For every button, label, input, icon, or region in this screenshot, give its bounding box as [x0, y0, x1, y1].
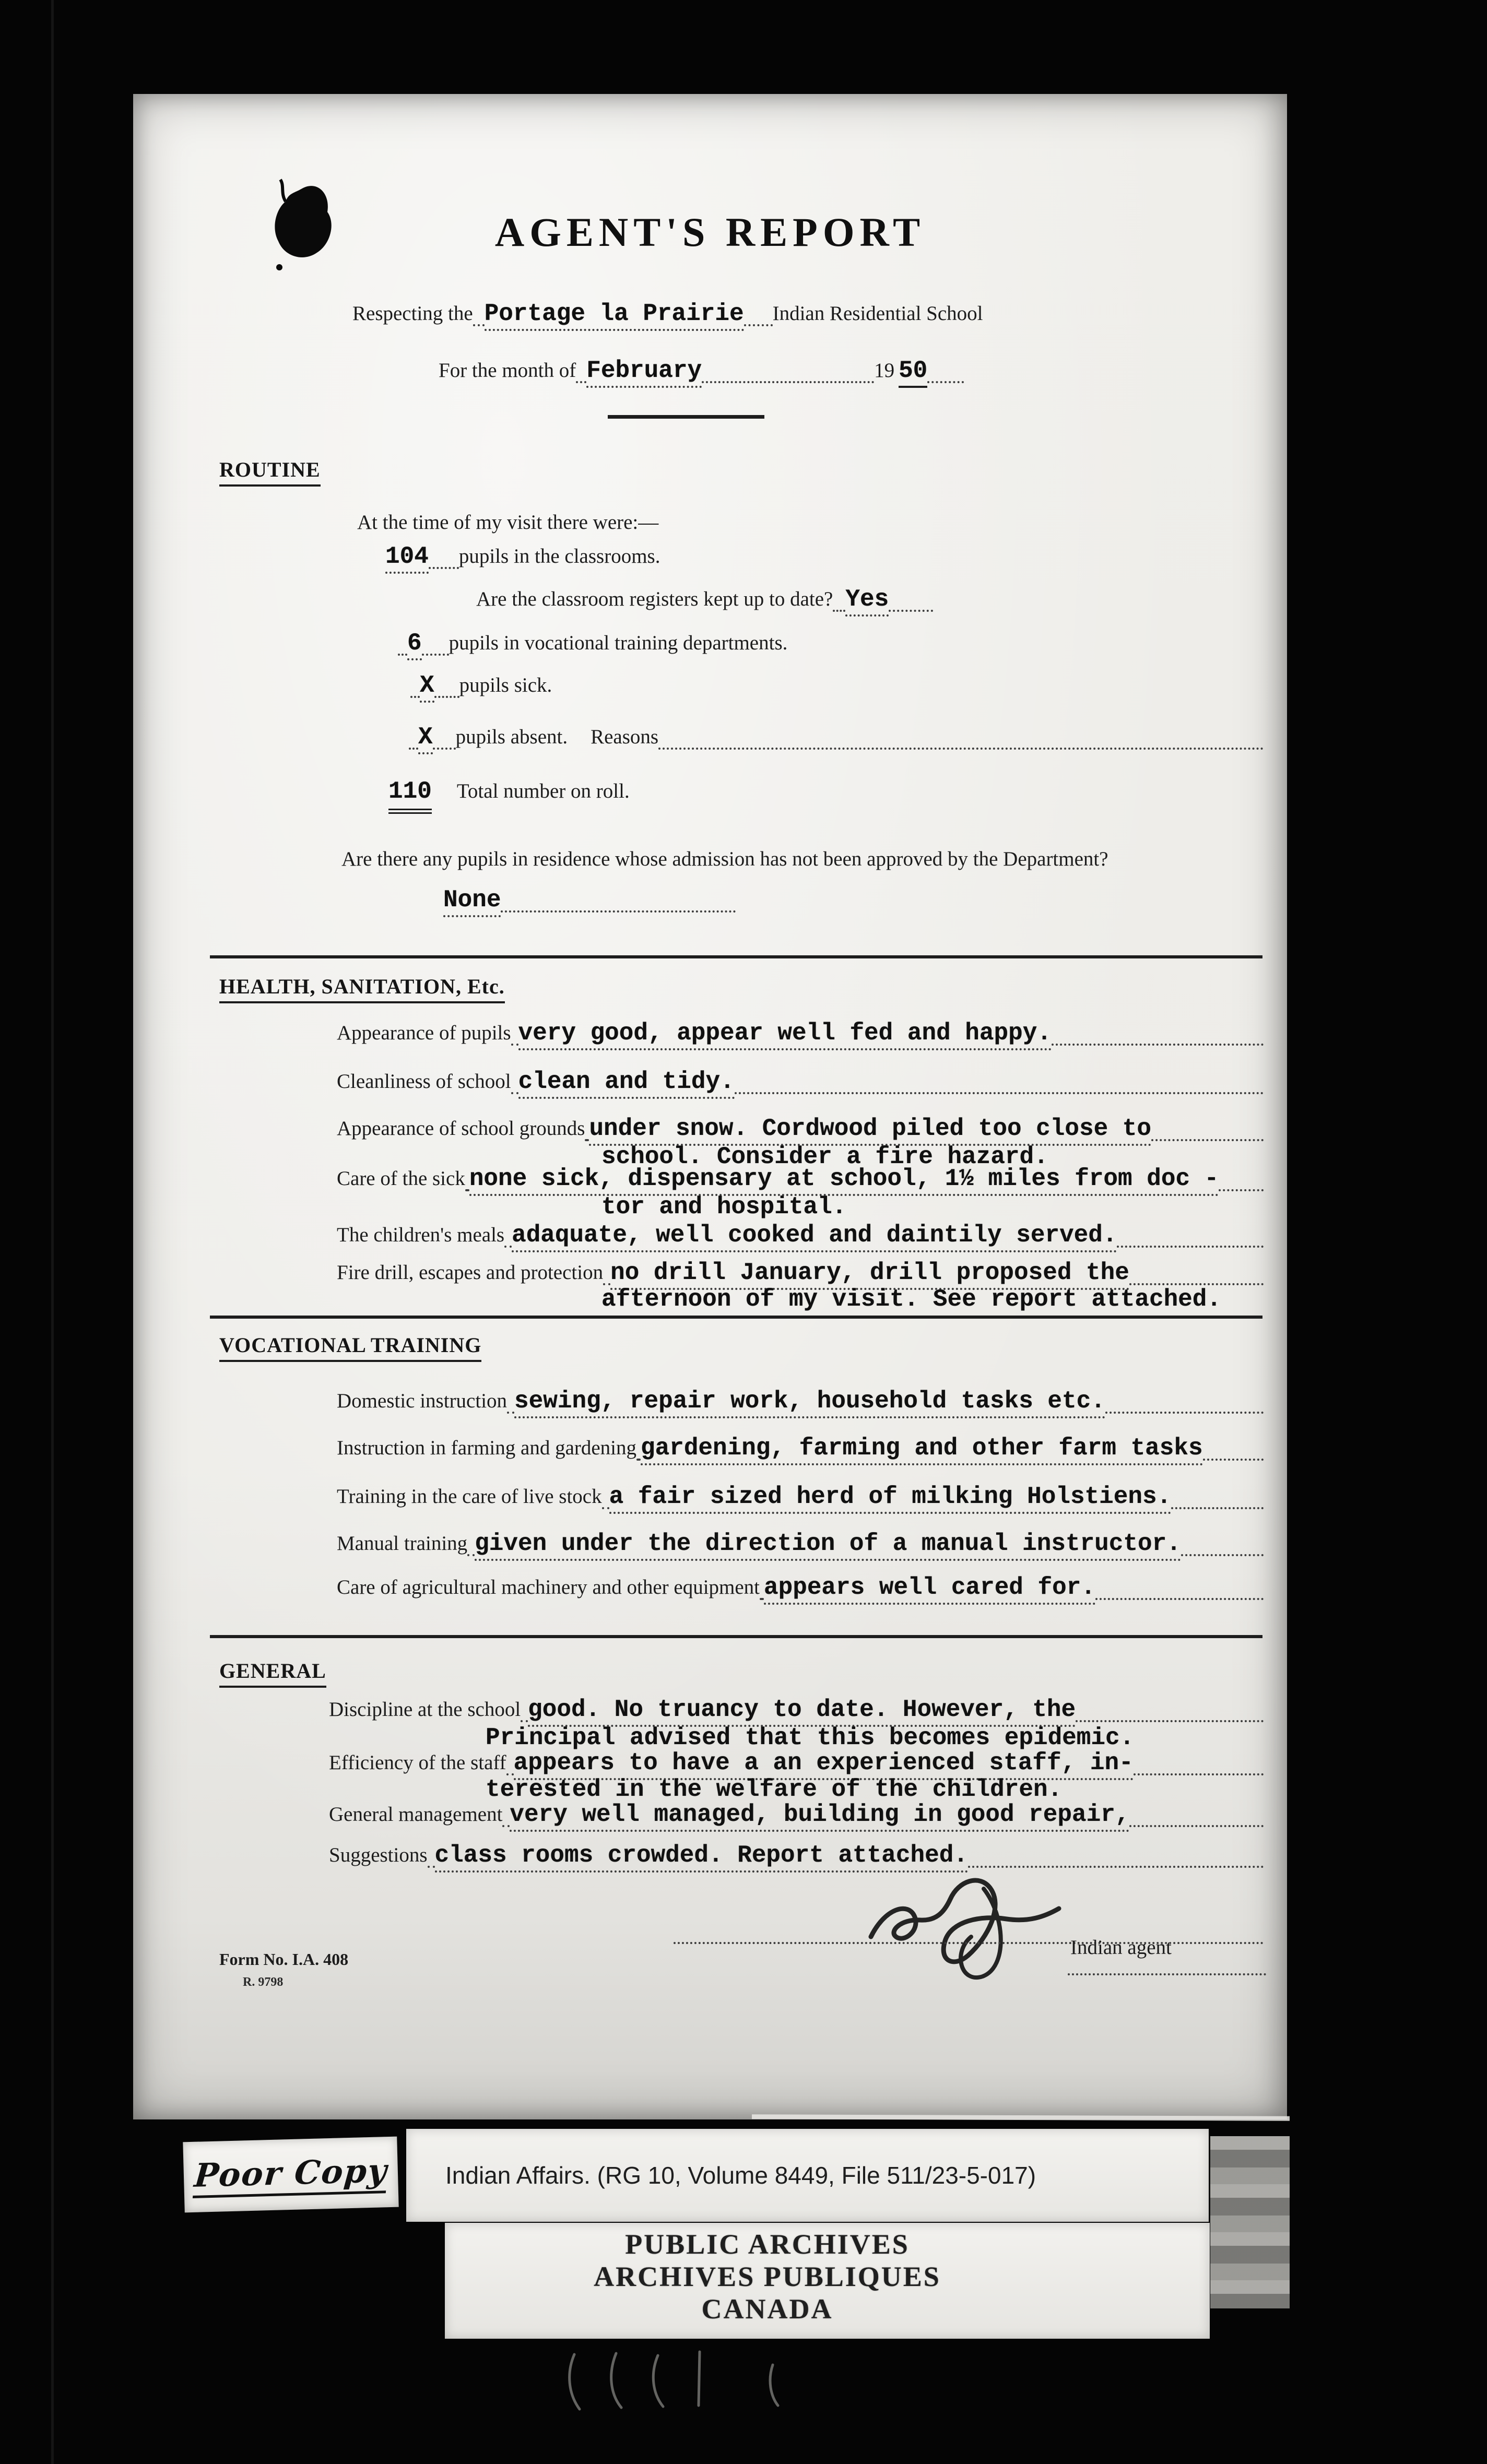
dotted-leader — [1095, 1598, 1264, 1600]
dotted-leader — [735, 1092, 1264, 1094]
field-answer: very well managed, building in good repair, — [510, 1801, 1129, 1832]
archive-reference-text: Indian Affairs. (RG 10, Volume 8449, File 511/23-5-017) — [445, 2162, 1036, 2189]
field-label: Domestic instruction — [337, 1390, 508, 1412]
dotted-leader — [744, 324, 773, 326]
poor-copy-slip — [183, 2137, 398, 2213]
health-row-continuation — [601, 1193, 846, 1221]
section-rule — [210, 1635, 1262, 1638]
vocational-row — [337, 1388, 1264, 1418]
sick-label: pupils sick. — [459, 674, 552, 696]
vocational-row — [337, 1483, 1264, 1514]
dotted-leader — [429, 567, 459, 569]
vocational-row — [337, 1530, 1264, 1561]
dotted-leader — [433, 748, 456, 750]
field-label: Discipline at the school — [329, 1698, 521, 1721]
dotted-leader — [1134, 1773, 1264, 1775]
dotted-leader — [1052, 1044, 1264, 1046]
month-prefix: For the month of — [439, 359, 576, 382]
general-row — [329, 1801, 1264, 1832]
field-answer-line2: Principal advised that this becomes epidemic. — [486, 1724, 1135, 1751]
reasons-label: Reasons — [591, 726, 659, 748]
health-row — [337, 1222, 1264, 1252]
poor-copy-note: Poor Copy — [193, 2151, 389, 2198]
dotted-leader — [410, 696, 420, 698]
routine-heading — [219, 457, 321, 487]
dotted-leader — [465, 1189, 469, 1191]
field-label: Instruction in farming and gardening — [337, 1437, 637, 1459]
dotted-leader — [1219, 1189, 1264, 1191]
health-row — [337, 1165, 1264, 1196]
field-answer: adaquate, well cooked and daintily served. — [512, 1222, 1117, 1252]
public-archives-stamp — [445, 2223, 1210, 2325]
field-answer-line2: school. Consider a fire hazard. — [601, 1143, 1048, 1170]
report-paper — [133, 94, 1287, 2119]
form-number: Form No. I.A. 408 — [219, 1950, 349, 1969]
vocational-count-label: pupils in vocational training departments. — [449, 632, 788, 654]
general-row-continuation — [486, 1724, 1134, 1751]
dotted-leader — [603, 1283, 610, 1285]
stamp-line-1: PUBLIC ARCHIVES — [625, 2229, 910, 2260]
dotted-leader — [658, 748, 1264, 750]
registry-number: R. 9798 — [243, 1975, 284, 1989]
health-row-continuation — [601, 1286, 1221, 1313]
dotted-leader — [602, 1507, 609, 1509]
dotted-leader — [511, 1092, 518, 1094]
admission-question: Are there any pupils in residence whose admission has not been approved by the Department? — [341, 848, 1108, 870]
field-answer: no drill January, drill proposed the — [610, 1259, 1129, 1290]
field-label: Appearance of school grounds — [337, 1117, 585, 1140]
dotted-leader — [428, 1866, 435, 1868]
dotted-leader — [1171, 1507, 1264, 1509]
scanner-edge-artifact — [51, 0, 54, 2464]
dotted-leader — [506, 1773, 514, 1775]
archive-reference-strip — [406, 2129, 1209, 2222]
classrooms-count-value: 104 — [385, 543, 429, 574]
field-label: Appearance of pupils — [337, 1022, 511, 1044]
field-answer: sewing, repair work, household tasks etc. — [514, 1388, 1105, 1418]
field-label: Care of agricultural machinery and other equipment — [337, 1576, 760, 1598]
field-answer: under snow. Cordwood piled too close to — [589, 1115, 1151, 1146]
health-heading — [219, 974, 505, 1003]
dotted-leader — [1203, 1459, 1264, 1461]
health-heading-text: HEALTH, SANITATION, Etc. — [219, 974, 505, 1003]
absent-label: pupils absent. — [455, 726, 568, 748]
respecting-line — [352, 300, 983, 331]
general-row — [329, 1842, 1264, 1873]
field-label: Suggestions — [329, 1844, 428, 1866]
field-answer: good. No truancy to date. However, the — [528, 1696, 1076, 1727]
field-answer: a fair sized herd of milking Holstiens. — [609, 1483, 1172, 1514]
dotted-leader — [636, 1459, 641, 1461]
dotted-leader — [521, 1720, 528, 1722]
dotted-leader — [504, 1246, 512, 1248]
public-archives-stamp-strip — [445, 2223, 1210, 2339]
year-value: 50 — [899, 357, 927, 388]
vocational-count-line — [398, 630, 787, 660]
absent-line — [409, 724, 1264, 754]
dotted-leader — [927, 381, 964, 383]
scan-artifacts — [543, 2344, 835, 2422]
dotted-leader — [502, 1825, 510, 1827]
field-label: Cleanliness of school — [337, 1070, 511, 1093]
routine-heading-text: ROUTINE — [219, 457, 321, 487]
total-count-value: 110 — [388, 778, 432, 814]
handwritten-signature — [856, 1858, 1081, 1989]
general-heading-text: GENERAL — [219, 1659, 326, 1688]
field-answer: given under the direction of a manual instructor. — [475, 1530, 1181, 1561]
field-label: Manual training — [337, 1532, 468, 1555]
dotted-leader — [1117, 1246, 1264, 1248]
dotted-leader — [434, 696, 459, 698]
health-row — [337, 1115, 1264, 1146]
admission-answer-value: None — [443, 886, 501, 917]
field-answer-line2: tor and hospital. — [601, 1193, 847, 1221]
section-rule — [210, 955, 1262, 958]
dotted-leader — [1129, 1825, 1264, 1827]
dotted-leader — [1181, 1554, 1264, 1556]
year-printed: 19 — [874, 359, 895, 382]
health-row — [337, 1068, 1264, 1099]
dotted-leader — [398, 654, 407, 656]
month-value: February — [586, 357, 702, 388]
field-answer: class rooms crowded. Report attached. — [435, 1842, 968, 1873]
routine-intro — [357, 511, 658, 534]
health-row — [337, 1020, 1264, 1050]
dotted-leader — [409, 748, 418, 750]
dotted-leader — [422, 654, 449, 656]
field-answer-line2: afternoon of my visit. See report attached. — [601, 1286, 1221, 1313]
dotted-leader — [702, 381, 874, 383]
vocational-heading-text: VOCATIONAL TRAINING — [219, 1333, 481, 1362]
field-label: General management — [329, 1803, 503, 1826]
dotted-leader — [501, 910, 736, 913]
field-answer: very good, appear well fed and happy. — [518, 1020, 1052, 1050]
month-line — [439, 357, 964, 388]
general-row-continuation — [486, 1776, 1062, 1803]
stamp-line-2: ARCHIVES PUBLIQUES — [594, 2261, 941, 2292]
field-label: Care of the sick — [337, 1167, 465, 1190]
admission-answer-line — [443, 886, 736, 917]
field-label: Training in the care of live stock — [337, 1485, 602, 1508]
dotted-leader — [833, 610, 845, 612]
routine-intro-text: At the time of my visit there were:— — [357, 511, 659, 534]
dotted-leader — [760, 1598, 764, 1600]
vocational-count-value: 6 — [407, 630, 422, 660]
registers-question: Are the classroom registers kept up to date? — [476, 588, 833, 610]
vocational-row — [337, 1435, 1264, 1465]
total-label: Total number on roll. — [456, 780, 630, 802]
general-row — [329, 1696, 1264, 1727]
registers-answer-value: Yes — [845, 586, 889, 617]
dotted-leader — [1076, 1720, 1264, 1722]
sick-count-value: X — [420, 672, 434, 703]
scan-fragment — [1210, 2136, 1290, 2308]
field-answer: appears well cared for. — [764, 1574, 1095, 1605]
field-answer: appears to have a an experienced staff, in- — [514, 1749, 1134, 1780]
field-answer: gardening, farming and other farm tasks — [641, 1435, 1203, 1465]
dotted-leader — [507, 1412, 514, 1414]
school-name-value: Portage la Prairie — [485, 300, 744, 331]
signature-role-label: Indian agent — [1070, 1936, 1172, 1959]
field-label: Fire drill, escapes and protection — [337, 1261, 604, 1284]
classrooms-line — [385, 543, 660, 574]
dotted-leader — [1151, 1139, 1264, 1141]
dotted-leader — [889, 610, 933, 612]
dotted-leader — [1105, 1412, 1264, 1414]
dotted-leader — [585, 1139, 589, 1141]
signature-role-line — [1070, 1936, 1172, 1959]
registers-line — [476, 586, 933, 617]
dotted-leader — [1129, 1283, 1264, 1285]
total-line — [388, 778, 630, 814]
vocational-row — [337, 1574, 1264, 1605]
field-answer: none sick, dispensary at school, 1½ miles from doc - — [469, 1165, 1219, 1196]
dotted-leader — [1068, 1973, 1266, 1975]
respecting-suffix: Indian Residential School — [772, 302, 983, 325]
dotted-leader — [576, 381, 586, 383]
general-heading — [219, 1659, 326, 1688]
vocational-heading — [219, 1333, 481, 1362]
stamp-line-3: CANADA — [701, 2293, 833, 2325]
dotted-leader — [473, 324, 485, 326]
classrooms-label: pupils in the classrooms. — [458, 545, 660, 567]
sick-line — [410, 672, 552, 703]
field-answer: clean and tidy. — [518, 1068, 735, 1099]
dotted-leader — [467, 1554, 475, 1556]
section-rule — [210, 1316, 1262, 1319]
field-label: The children's meals — [337, 1224, 505, 1246]
dotted-leader — [511, 1044, 518, 1046]
absent-count-value: X — [418, 724, 433, 754]
field-answer-line2: terested in the welfare of the children. — [486, 1776, 1063, 1803]
field-label: Efficiency of the staff — [329, 1751, 506, 1774]
admission-question-line — [341, 847, 1108, 871]
respecting-prefix: Respecting the — [352, 302, 473, 325]
signature-rule — [674, 1942, 1264, 1944]
divider-rule — [608, 415, 764, 419]
page-title: AGENT'S REPORT — [494, 209, 926, 255]
